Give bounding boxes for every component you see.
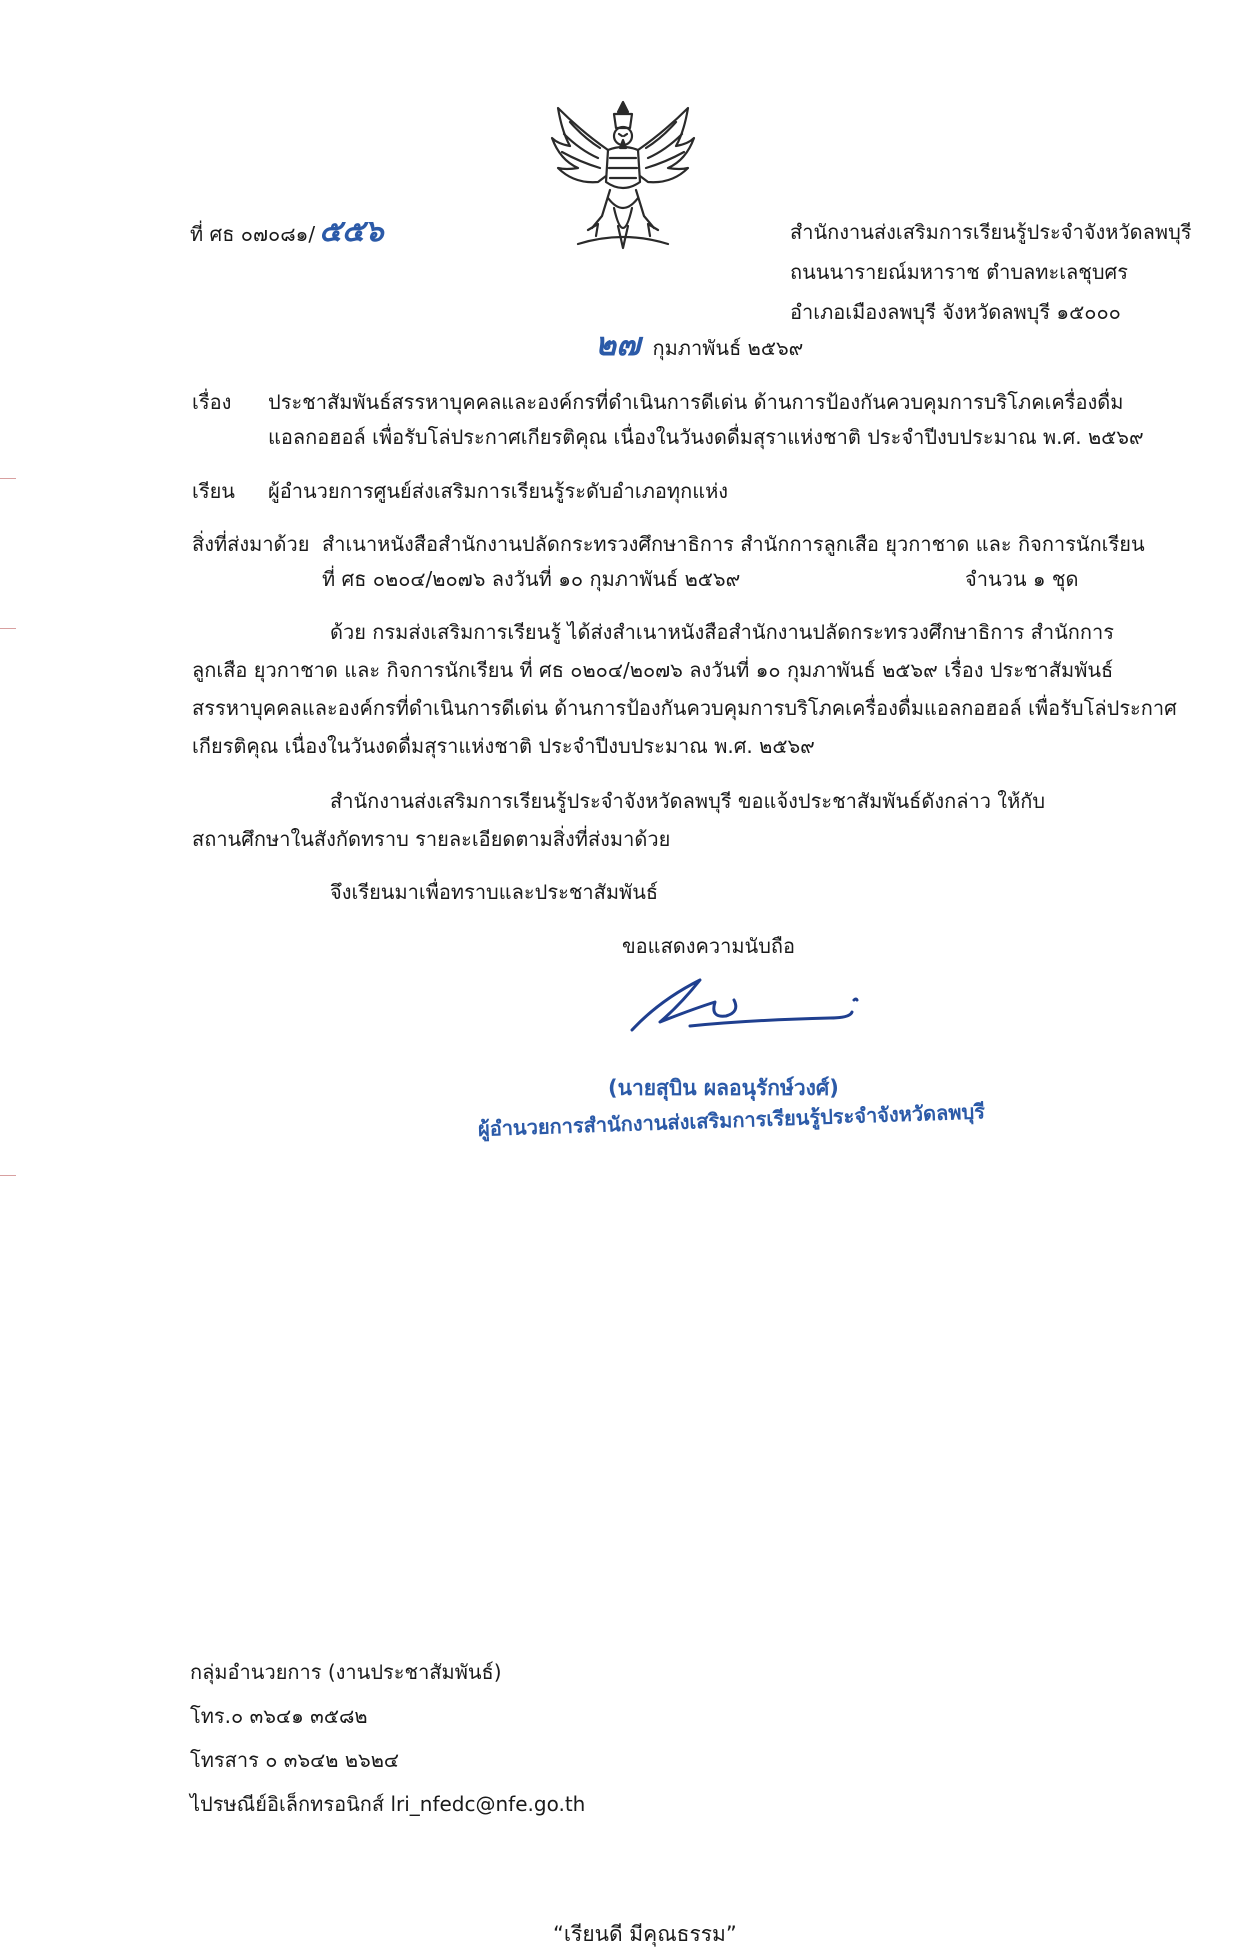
address-line: สำนักงานส่งเสริมการเรียนรู้ประจำจังหวัดลพบุรี xyxy=(790,220,1192,244)
handwritten-signature xyxy=(630,960,870,1040)
reference-handwritten-number: ๕๕๖ xyxy=(319,214,384,249)
body-paragraph-line: ด้วย กรมส่งเสริมการเรียนรู้ ได้ส่งสำเนาหนังสือสำนักงานปลัดกระทรวงศึกษาธิการ สำนักการ xyxy=(330,620,1114,644)
subject-line: ประชาสัมพันธ์สรรหาบุคคลและองค์กรที่ดำเนินการดีเด่น ด้านการป้องกันควบคุมการบริโภคเครื่องดื่ม xyxy=(268,390,1124,414)
garuda-emblem-icon xyxy=(548,98,698,258)
body-paragraph-line: สำนักงานส่งเสริมการเรียนรู้ประจำจังหวัดลพบุรี ขอแจ้งประชาสัมพันธ์ดังกล่าว ให้กับ xyxy=(330,789,1046,813)
enclosure-description: สำเนาหนังสือสำนักงานปลัดกระทรวงศึกษาธิการ สำนักการลูกเสือ ยุวกาชาด และ กิจการนักเรียน xyxy=(322,532,1145,556)
subject-line: แอลกอฮอล์ เพื่อรับโล่ประกาศเกียรติคุณ เนื่องในวันงดดื่มสุราแห่งชาติ ประจำปีงบประมาณ พ.ศ. ๒๕๖๙ xyxy=(268,425,1144,449)
address-line: ถนนนารายณ์มหาราช ตำบลทะเลชุบศร xyxy=(790,260,1128,284)
subject-label: เรื่อง xyxy=(192,390,232,414)
body-paragraph-line: ลูกเสือ ยุวกาชาด และ กิจการนักเรียน ที่ ศธ ๐๒๐๔/๒๐๗๖ ลงวันที่ ๑๐ กุมภาพันธ์ ๒๕๖๙ เรื่อง ประชาสัมพันธ์ xyxy=(192,658,1114,682)
margin-mark xyxy=(0,478,16,479)
document-reference-number xyxy=(190,214,384,249)
regards: ขอแสดงความนับถือ xyxy=(622,934,796,958)
signer-position: ผู้อำนวยการสำนักงานส่งเสริมการเรียนรู้ประจำจังหวัดลพบุรี xyxy=(477,1099,986,1141)
signer-name: (นายสุบิน ผลอนุรักษ์วงศ์) xyxy=(608,1076,839,1100)
body-paragraph-line: สถานศึกษาในสังกัดทราบ รายละเอียดตามสิ่งที่ส่งมาด้วย xyxy=(192,827,671,851)
contact-phone: โทร.๐ ๓๖๔๑ ๓๕๘๒ xyxy=(190,1704,368,1728)
recipient-label: เรียน xyxy=(192,479,235,503)
enclosure-count: จำนวน ๑ ชุด xyxy=(965,567,1079,591)
margin-mark xyxy=(0,1175,16,1176)
sender-address xyxy=(790,212,1192,332)
body-paragraph-line: เกียรติคุณ เนื่องในวันงดดื่มสุราแห่งชาติ ประจำปีงบประมาณ พ.ศ. ๒๕๖๙ xyxy=(192,734,815,758)
document-date xyxy=(595,325,804,363)
contact-email: ไปรษณีย์อิเล็กทรอนิกส์ lri_nfedc@nfe.go.th xyxy=(190,1792,586,1816)
contact-department: กลุ่มอำนวยการ (งานประชาสัมพันธ์) xyxy=(190,1660,502,1684)
enclosure-reference: ที่ ศธ ๐๒๐๔/๒๐๗๖ ลงวันที่ ๑๐ กุมภาพันธ์ ๒๕๖๙ xyxy=(322,567,741,591)
body-paragraph-line: สรรหาบุคคลและองค์กรที่ดำเนินการดีเด่น ด้านการป้องกันควบคุมการบริโภคเครื่องดื่มแอลกอฮอล์ เพื่อรับโล่ประกาศ xyxy=(192,696,1177,720)
motto: “เรียนดี มีคุณธรรม” xyxy=(553,1922,737,1946)
address-line: อำเภอเมืองลพบุรี จังหวัดลพบุรี ๑๕๐๐๐ xyxy=(790,300,1121,324)
contact-fax: โทรสาร ๐ ๓๖๔๒ ๒๖๒๔ xyxy=(190,1748,400,1772)
date-month-year: กุมภาพันธ์ ๒๕๖๙ xyxy=(652,336,804,360)
reference-prefix: ที่ ศธ ๐๗๐๘๑/ xyxy=(190,222,316,246)
contact-info xyxy=(190,1650,585,1826)
recipient-text: ผู้อำนวยการศูนย์ส่งเสริมการเรียนรู้ระดับอำเภอทุกแห่ง xyxy=(268,479,729,503)
closing-sentence: จึงเรียนมาเพื่อทราบและประชาสัมพันธ์ xyxy=(330,880,659,904)
enclosure-label: สิ่งที่ส่งมาด้วย xyxy=(192,532,310,556)
date-handwritten-day: ๒๗ xyxy=(595,325,641,363)
margin-mark xyxy=(0,628,16,629)
